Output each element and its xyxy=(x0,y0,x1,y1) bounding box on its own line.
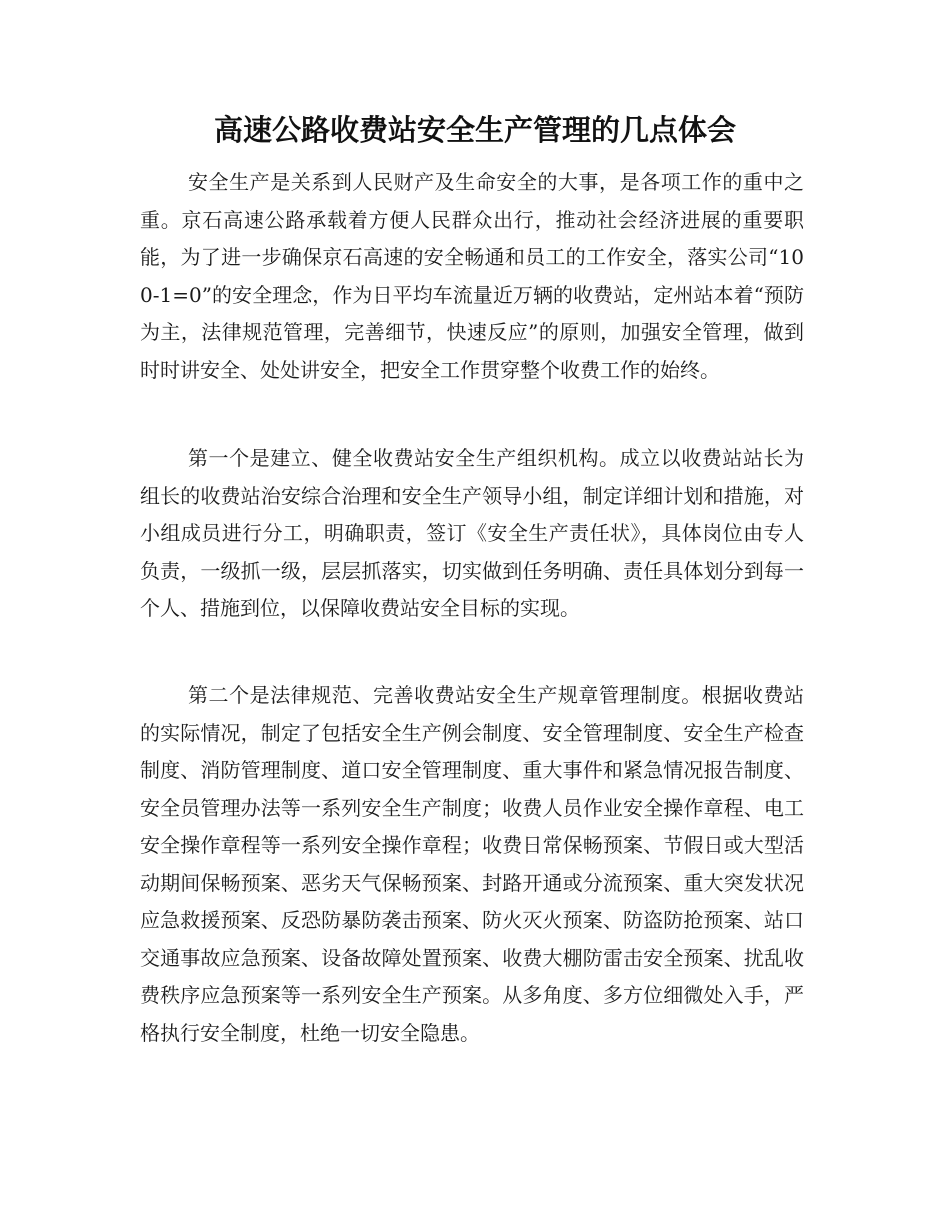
paragraph-regulations: 第二个是法律规范、完善收费站安全生产规章管理制度。根据收费站的实际情况，制定了包括安全生产例会制度、安全管理制度、安全生产检查制度、消防管理制度、道口安全管理制度、重大事件和紧急情况报告制度、安全员管理办法等一系列安全生产制度；收费人员作业安全操作章程、电工安全操作章程等一系列安全操作章程；收费日常保畅预案、节假日或大型活动期间保畅预案、恶劣天气保畅预案、封路开通或分流预案、重大突发状况应急救援预案、反恐防暴防袭击预案、防火灭火预案、防盗防抢预案、站口交通事故应急预案、设备故障处置预案、收费大棚防雷击安全预案、扰乱收费秩序应急预案等一系列安全生产预案。从多角度、多方位细微处入手，严格执行安全制度，杜绝一切安全隐患。 xyxy=(140,683,804,1045)
document-title: 高速公路收费站安全生产管理的几点体会 xyxy=(213,113,736,147)
paragraph-organization: 第一个是建立、健全收费站安全生产组织机构。成立以收费站站长为组长的收费站治安综合治理和安全生产领导小组，制定详细计划和措施，对小组成员进行分工，明确职责，签订《安全生产责任状》，具体岗位由专人负责，一级抓一级，层层抓落实，切实做到任务明确、责任具体划分到每一个人、措施到位，以保障收费站安全目标的实现。 xyxy=(140,446,804,620)
paragraph-intro: 安全生产是关系到人民财产及生命安全的大事，是各项工作的重中之重。京石高速公路承载着方便人民群众出行，推动社会经济进展的重要职能，为了进一步确保京石高速的安全畅通和员工的工作安全，落实公司“100-1=0”的安全理念，作为日平均车流量近万辆的收费站，定州站本着“预防为主，法律规范管理，完善细节，快速反应”的原则，加强安全管理，做到时时讲安全、处处讲安全，把安全工作贯穿整个收费工作的始终。 xyxy=(140,170,804,382)
